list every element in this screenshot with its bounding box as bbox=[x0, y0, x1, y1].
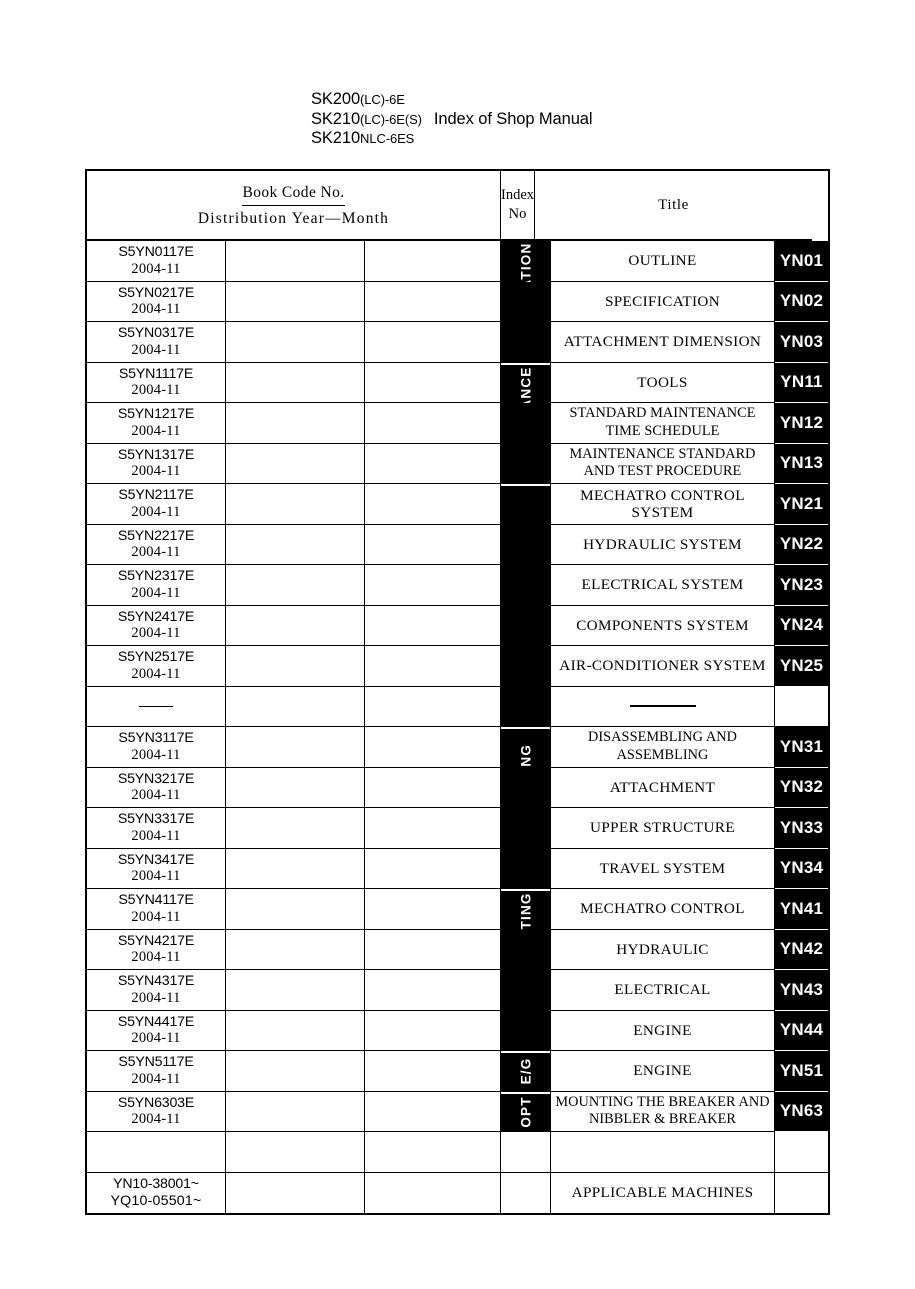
cell-blank-c bbox=[365, 646, 501, 687]
cell-title bbox=[551, 646, 775, 687]
distribution-date-value: 2004-11 bbox=[131, 908, 181, 925]
header-book-code-label: Book Code No. bbox=[242, 184, 344, 206]
index-no-badge[interactable]: YN31 bbox=[775, 727, 828, 768]
title-value: APPLICABLE MACHINES bbox=[571, 1184, 754, 1202]
cell-book-code bbox=[87, 565, 226, 606]
index-no-badge[interactable]: YN21 bbox=[775, 484, 828, 525]
index-no-badge[interactable]: YN22 bbox=[775, 525, 828, 566]
title-value: DISASSEMBLING AND ASSEMBLING bbox=[588, 729, 737, 763]
cell-blank-b bbox=[226, 768, 365, 809]
cell-blank-c bbox=[365, 565, 501, 606]
table-row[interactable] bbox=[87, 1051, 828, 1092]
cell-book-code bbox=[87, 1173, 226, 1214]
cell-title bbox=[551, 808, 775, 849]
cell-book-code bbox=[87, 241, 226, 282]
table-row[interactable] bbox=[87, 849, 828, 890]
title-value: ELECTRICAL SYSTEM bbox=[581, 576, 744, 594]
cell-book-code bbox=[87, 363, 226, 404]
cell-blank-c bbox=[365, 727, 501, 768]
cell-blank-c bbox=[365, 525, 501, 566]
cell-book-code bbox=[87, 1011, 226, 1052]
distribution-date-value: 2004-11 bbox=[131, 544, 181, 561]
cell-blank-b bbox=[226, 687, 365, 728]
cell-title bbox=[551, 727, 775, 768]
book-code-value: S5YN2317E bbox=[117, 568, 195, 585]
book-code-value: S5YN4117E bbox=[118, 892, 194, 909]
cell-title bbox=[551, 849, 775, 890]
title-value: MOUNTING THE BREAKER AND NIBBLER & BREAKER bbox=[555, 1093, 770, 1128]
table-row[interactable] bbox=[87, 606, 828, 647]
index-no-badge[interactable]: YN43 bbox=[775, 970, 828, 1011]
cell-blank-b bbox=[226, 525, 365, 566]
table-row[interactable] bbox=[87, 889, 828, 930]
cell-blank-c bbox=[365, 363, 501, 404]
title-value: ATTACHMENT DIMENSION bbox=[563, 333, 762, 351]
index-category-disassembling bbox=[501, 727, 551, 768]
title-line-1 bbox=[311, 90, 592, 110]
cell-blank-c bbox=[365, 1011, 501, 1052]
cell-blank-b bbox=[226, 646, 365, 687]
cell-book-code bbox=[87, 403, 226, 444]
cell-blank-c bbox=[365, 282, 501, 323]
cell-blank-b bbox=[226, 363, 365, 404]
book-code-value: YN10-38001~ bbox=[113, 1176, 199, 1193]
title-value: ELECTRICAL bbox=[614, 981, 711, 999]
cell-title bbox=[551, 1173, 775, 1214]
distribution-date-value: 2004-11 bbox=[131, 787, 181, 804]
title-value: ENGINE bbox=[633, 1021, 692, 1039]
index-no-badge[interactable]: YN63 bbox=[775, 1092, 828, 1133]
table-row[interactable] bbox=[87, 403, 828, 444]
distribution-date-value: 2004-11 bbox=[131, 301, 181, 318]
index-category-system bbox=[501, 525, 551, 566]
distribution-date-value: 2004-11 bbox=[131, 260, 181, 277]
cell-book-code bbox=[87, 322, 226, 363]
cell-title bbox=[551, 403, 775, 444]
cell-blank-b bbox=[226, 1092, 365, 1133]
title-value: STANDARD MAINTENANCE TIME SCHEDULE bbox=[569, 405, 756, 439]
code-dash bbox=[139, 706, 173, 707]
index-category-system bbox=[501, 687, 551, 728]
cell-blank-c bbox=[365, 930, 501, 971]
cell-title bbox=[551, 1011, 775, 1052]
table-row[interactable] bbox=[87, 1173, 828, 1214]
title-model-1: SK200 bbox=[311, 90, 361, 108]
book-code-value: S5YN1217E bbox=[117, 406, 195, 423]
distribution-date-value: 2004-11 bbox=[131, 382, 181, 399]
index-no-badge[interactable]: YN34 bbox=[775, 849, 828, 890]
cell-blank-b bbox=[226, 322, 365, 363]
title-value: UPPER STRUCTURE bbox=[590, 819, 735, 837]
cell-book-code bbox=[87, 727, 226, 768]
cell-blank-b bbox=[226, 1173, 365, 1214]
table-row[interactable] bbox=[87, 1132, 828, 1173]
index-no-badge[interactable]: YN24 bbox=[775, 606, 828, 647]
index-category-system bbox=[501, 484, 551, 525]
index-no-badge[interactable]: YN13 bbox=[775, 444, 828, 485]
table-row[interactable] bbox=[87, 484, 828, 525]
cell-blank-b bbox=[226, 606, 365, 647]
book-code-value: S5YN0317E bbox=[117, 325, 195, 342]
title-value: MECHATRO CONTROL bbox=[580, 900, 745, 918]
distribution-date-value: 2004-11 bbox=[131, 422, 181, 439]
table-row[interactable] bbox=[87, 1092, 828, 1133]
table-row[interactable] bbox=[87, 687, 828, 728]
book-code-value: S5YN3117E bbox=[118, 730, 194, 747]
cell-blank-b bbox=[226, 1011, 365, 1052]
cell-title bbox=[551, 889, 775, 930]
index-category-system bbox=[501, 606, 551, 647]
book-code-value: S5YN0217E bbox=[117, 284, 195, 301]
cell-title bbox=[551, 565, 775, 606]
header-index-line1: Index bbox=[501, 187, 535, 203]
cell-book-code bbox=[87, 889, 226, 930]
table-row[interactable] bbox=[87, 241, 828, 282]
title-value: HYDRAULIC SYSTEM bbox=[583, 535, 742, 553]
table-row[interactable] bbox=[87, 363, 828, 404]
header-index-line2: No bbox=[508, 206, 527, 222]
index-category-label: E/G bbox=[518, 1057, 533, 1085]
cell-blank-b bbox=[226, 889, 365, 930]
cell-title bbox=[551, 363, 775, 404]
title-value: OUTLINE bbox=[628, 252, 697, 270]
title-line-3 bbox=[311, 129, 592, 149]
cell-index-blank bbox=[501, 1173, 551, 1214]
index-category-specification bbox=[501, 322, 551, 363]
cell-book-code bbox=[87, 282, 226, 323]
cell-blank-c bbox=[365, 606, 501, 647]
header-title-label: Title bbox=[535, 171, 812, 241]
cell-book-code bbox=[87, 687, 226, 728]
title-line-2 bbox=[311, 110, 592, 130]
distribution-date-value: 2004-11 bbox=[131, 665, 181, 682]
book-code-value: S5YN3217E bbox=[117, 770, 195, 787]
table-row[interactable] bbox=[87, 970, 828, 1011]
distribution-date-value: 2004-11 bbox=[131, 949, 181, 966]
cell-blank-b bbox=[226, 241, 365, 282]
cell-blank-c bbox=[365, 241, 501, 282]
header-book-code-group bbox=[87, 171, 501, 241]
cell-blank-b bbox=[226, 484, 365, 525]
title-value: COMPONENTS SYSTEM bbox=[576, 616, 749, 634]
cell-blank-c bbox=[365, 808, 501, 849]
distribution-date-value: 2004-11 bbox=[131, 868, 181, 885]
book-code-value: S5YN4217E bbox=[117, 932, 195, 949]
distribution-date-value: 2004-11 bbox=[131, 1070, 181, 1087]
index-category-troubleshooting bbox=[501, 930, 551, 971]
title-main-heading: Index of Shop Manual bbox=[433, 109, 593, 128]
index-category-system bbox=[501, 646, 551, 687]
header-distribution-label: Distribution Year—Month bbox=[197, 210, 390, 227]
index-no-badge[interactable]: YN02 bbox=[775, 282, 828, 323]
cell-title bbox=[551, 525, 775, 566]
cell-blank-b bbox=[226, 1051, 365, 1092]
index-category-maintenance bbox=[501, 363, 551, 404]
book-code-value: S5YN2517E bbox=[117, 649, 195, 666]
index-category-maintenance bbox=[501, 444, 551, 485]
page-title bbox=[311, 90, 592, 149]
table-row[interactable] bbox=[87, 930, 828, 971]
title-value: ENGINE bbox=[633, 1062, 692, 1080]
table-row[interactable] bbox=[87, 1011, 828, 1052]
cell-title bbox=[551, 1051, 775, 1092]
distribution-date-value: 2004-11 bbox=[131, 1111, 181, 1128]
table-row[interactable] bbox=[87, 282, 828, 323]
cell-book-code bbox=[87, 768, 226, 809]
book-code-value: S5YN3417E bbox=[117, 851, 195, 868]
cell-title bbox=[551, 930, 775, 971]
cell-title bbox=[551, 322, 775, 363]
title-value: HYDRAULIC bbox=[616, 940, 709, 958]
title-value: SPECIFICATION bbox=[604, 292, 721, 310]
cell-blank-c bbox=[365, 687, 501, 728]
book-code-value: S5YN2117E bbox=[118, 487, 194, 504]
title-value: TRAVEL SYSTEM bbox=[599, 859, 726, 877]
index-category-system bbox=[501, 565, 551, 606]
cell-title bbox=[551, 970, 775, 1011]
title-value: MAINTENANCE STANDARD AND TEST PROCEDURE bbox=[569, 445, 756, 480]
cell-book-code bbox=[87, 1132, 226, 1173]
cell-blank-b bbox=[226, 727, 365, 768]
cell-book-code bbox=[87, 525, 226, 566]
cell-book-code bbox=[87, 484, 226, 525]
table-row[interactable] bbox=[87, 646, 828, 687]
cell-blank-c bbox=[365, 484, 501, 525]
table-row[interactable] bbox=[87, 525, 828, 566]
index-no-badge[interactable]: YN33 bbox=[775, 808, 828, 849]
title-dash bbox=[630, 705, 696, 707]
table-row[interactable] bbox=[87, 768, 828, 809]
title-value: ATTACHMENT bbox=[609, 778, 716, 796]
distribution-date-value: 2004-11 bbox=[131, 463, 181, 480]
index-category-specification bbox=[501, 241, 551, 282]
book-code-value: S5YN6303E bbox=[117, 1094, 195, 1111]
book-code-value: S5YN2217E bbox=[117, 527, 195, 544]
cell-index-no-blank bbox=[775, 1173, 828, 1214]
distribution-date-value: 2004-11 bbox=[131, 989, 181, 1006]
cell-title bbox=[551, 1132, 775, 1173]
title-model-3: SK210 bbox=[311, 129, 361, 147]
index-no-badge[interactable]: YN11 bbox=[775, 363, 828, 404]
cell-blank-b bbox=[226, 565, 365, 606]
table-row[interactable] bbox=[87, 727, 828, 768]
cell-book-code bbox=[87, 970, 226, 1011]
cell-blank-c bbox=[365, 1092, 501, 1133]
table-row[interactable] bbox=[87, 322, 828, 363]
index-category-maintenance bbox=[501, 403, 551, 444]
cell-blank-c bbox=[365, 849, 501, 890]
table-header-row bbox=[87, 171, 828, 241]
cell-title bbox=[551, 444, 775, 485]
book-code-value: S5YN3317E bbox=[117, 811, 195, 828]
cell-title bbox=[551, 282, 775, 323]
distribution-date-value: 2004-11 bbox=[131, 503, 181, 520]
index-no-badge[interactable]: YN51 bbox=[775, 1051, 828, 1092]
index-category-disassembling bbox=[501, 849, 551, 890]
book-code-value: S5YN2417E bbox=[117, 608, 195, 625]
table-row[interactable] bbox=[87, 444, 828, 485]
index-no-badge[interactable]: YN25 bbox=[775, 646, 828, 687]
cell-title bbox=[551, 484, 775, 525]
cell-book-code bbox=[87, 1051, 226, 1092]
cell-title bbox=[551, 687, 775, 728]
title-value: MECHATRO CONTROL SYSTEM bbox=[580, 486, 745, 521]
index-category-disassembling bbox=[501, 768, 551, 809]
distribution-date-value: YQ10-05501~ bbox=[110, 1192, 202, 1209]
distribution-date-value: 2004-11 bbox=[131, 827, 181, 844]
table-row[interactable] bbox=[87, 808, 828, 849]
distribution-date-value: 2004-11 bbox=[131, 584, 181, 601]
index-no-badge[interactable]: YN03 bbox=[775, 322, 828, 363]
cell-index-no-blank bbox=[775, 1132, 828, 1173]
cell-blank-c bbox=[365, 970, 501, 1011]
cell-blank-c bbox=[365, 322, 501, 363]
distribution-date-value: 2004-11 bbox=[131, 1030, 181, 1047]
index-table bbox=[85, 169, 830, 1215]
index-no-badge[interactable]: YN41 bbox=[775, 889, 828, 930]
cell-blank-b bbox=[226, 849, 365, 890]
cell-blank-c bbox=[365, 403, 501, 444]
cell-blank-c bbox=[365, 1173, 501, 1214]
index-category-e-g bbox=[501, 1051, 551, 1092]
cell-book-code bbox=[87, 930, 226, 971]
cell-blank-b bbox=[226, 282, 365, 323]
book-code-value: S5YN5117E bbox=[118, 1054, 194, 1071]
cell-blank-b bbox=[226, 1132, 365, 1173]
index-category-troubleshooting bbox=[501, 970, 551, 1011]
book-code-value: S5YN4417E bbox=[117, 1013, 195, 1030]
cell-blank-c bbox=[365, 444, 501, 485]
index-no-badge[interactable]: YN01 bbox=[775, 241, 828, 282]
cell-book-code bbox=[87, 646, 226, 687]
index-category-opt bbox=[501, 1092, 551, 1133]
book-code-value: S5YN1117E bbox=[118, 365, 194, 382]
cell-book-code bbox=[87, 444, 226, 485]
title-suffix-2: (LC)-6E(S) bbox=[360, 111, 422, 127]
title-value: AIR-CONDITIONER SYSTEM bbox=[559, 657, 766, 675]
cell-book-code bbox=[87, 606, 226, 647]
cell-book-code bbox=[87, 808, 226, 849]
title-model-2: SK210 bbox=[311, 109, 361, 128]
book-code-value: S5YN4317E bbox=[117, 973, 195, 990]
cell-title bbox=[551, 241, 775, 282]
title-suffix-3: NLC-6ES bbox=[360, 131, 415, 146]
cell-index-blank bbox=[501, 1132, 551, 1173]
index-no-badge[interactable]: YN42 bbox=[775, 930, 828, 971]
distribution-date-value: 2004-11 bbox=[131, 625, 181, 642]
cell-title bbox=[551, 606, 775, 647]
cell-blank-b bbox=[226, 403, 365, 444]
index-category-troubleshooting bbox=[501, 1011, 551, 1052]
index-category-troubleshooting bbox=[501, 889, 551, 930]
cell-blank-c bbox=[365, 1051, 501, 1092]
cell-blank-c bbox=[365, 1132, 501, 1173]
index-no-badge[interactable]: YN44 bbox=[775, 1011, 828, 1052]
cell-blank-b bbox=[226, 970, 365, 1011]
cell-book-code bbox=[87, 849, 226, 890]
book-code-value: S5YN1317E bbox=[117, 446, 195, 463]
cell-book-code bbox=[87, 1092, 226, 1133]
index-no-badge[interactable]: YN23 bbox=[775, 565, 828, 606]
index-no-badge[interactable]: YN32 bbox=[775, 768, 828, 809]
cell-index-no-blank bbox=[775, 687, 828, 728]
table-row[interactable] bbox=[87, 565, 828, 606]
distribution-date-value: 2004-11 bbox=[131, 341, 181, 358]
header-index-no bbox=[501, 171, 535, 241]
cell-title bbox=[551, 1092, 775, 1133]
table-body bbox=[87, 241, 828, 1213]
index-category-disassembling bbox=[501, 808, 551, 849]
cell-title bbox=[551, 768, 775, 809]
cell-blank-b bbox=[226, 444, 365, 485]
cell-blank-c bbox=[365, 889, 501, 930]
cell-blank-c bbox=[365, 768, 501, 809]
cell-blank-b bbox=[226, 808, 365, 849]
index-no-badge[interactable]: YN12 bbox=[775, 403, 828, 444]
index-category-specification bbox=[501, 282, 551, 323]
title-value: TOOLS bbox=[637, 373, 688, 391]
title-suffix-1: (LC)-6E bbox=[360, 92, 405, 107]
index-category-label: OPT bbox=[518, 1096, 533, 1128]
distribution-date-value: 2004-11 bbox=[131, 746, 181, 763]
cell-blank-b bbox=[226, 930, 365, 971]
book-code-value: S5YN0117E bbox=[118, 244, 194, 261]
